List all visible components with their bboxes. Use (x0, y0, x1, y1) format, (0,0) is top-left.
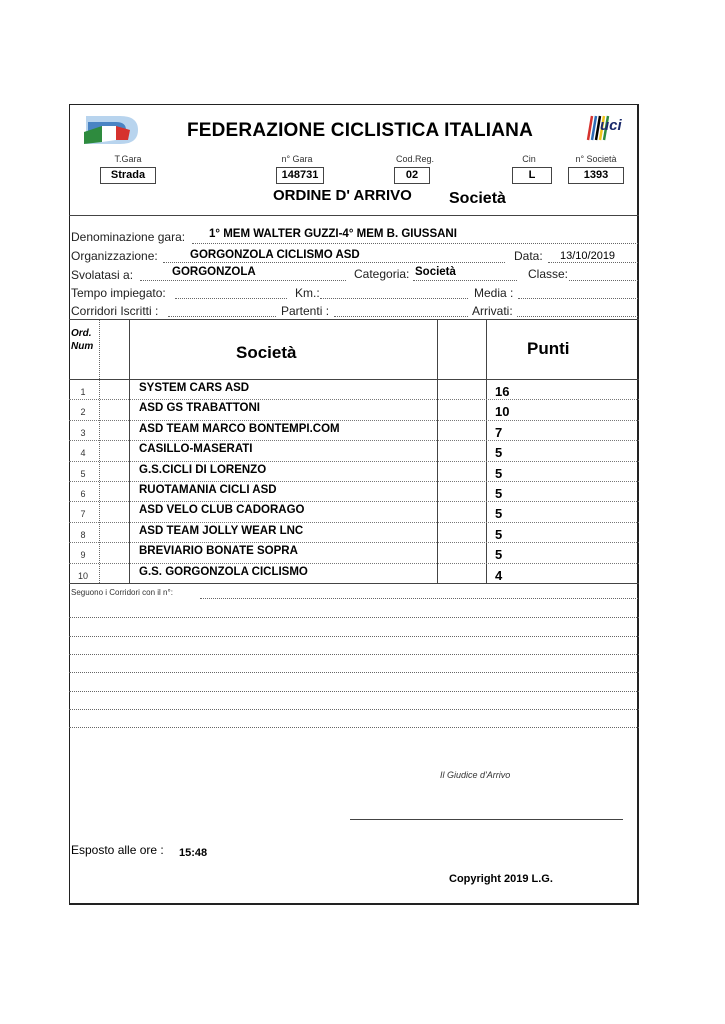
codreg-value: 02 (394, 167, 430, 184)
section-line (69, 215, 639, 216)
row-societa: ASD TEAM JOLLY WEAR LNC (139, 524, 304, 537)
categoria-line (413, 280, 517, 281)
blank-line (69, 691, 639, 692)
cin-value: L (512, 167, 552, 184)
ngara-value: 148731 (276, 167, 324, 184)
partenti-line (334, 316, 468, 317)
row-societa: BREVIARIO BONATE SOPRA (139, 545, 298, 558)
row-punti: 5 (495, 465, 503, 481)
blank-line (69, 727, 639, 728)
row-ord: 5 (80, 468, 86, 479)
row-ord: 9 (80, 550, 86, 561)
table-bottom-line (69, 583, 639, 584)
blank-line (69, 636, 639, 637)
km-label: Km.: (295, 286, 320, 300)
row-punti: 5 (495, 486, 503, 501)
arrivati-label: Arrivati: (472, 304, 513, 318)
row-punti: 5 (495, 445, 503, 461)
row-punti: 4 (495, 567, 503, 583)
cin-label: Cin (522, 154, 536, 164)
row-societa: G.S. GORGONZOLA CICLISMO (139, 565, 308, 578)
table-row (69, 543, 639, 563)
table-row (69, 502, 639, 522)
tempo-line (175, 298, 287, 299)
svolatasi-value: GORGONZOLA (172, 266, 256, 278)
row-ord: 6 (80, 489, 86, 499)
page-title: FEDERAZIONE CICLISTICA ITALIANA (186, 120, 534, 141)
table-row (69, 441, 639, 461)
copyright: Copyright 2019 L.G. (449, 873, 553, 885)
row-punti: 5 (495, 547, 503, 563)
organizzazione-label: Organizzazione: (71, 249, 158, 263)
row-ord: 2 (80, 407, 86, 418)
partenti-label: Partenti : (281, 304, 330, 318)
blank-line (69, 617, 639, 618)
row-punti: 10 (495, 404, 510, 420)
row-societa: CASILLO-MASERATI (139, 443, 253, 456)
fci-logo (80, 112, 142, 148)
classe-line (569, 280, 638, 281)
categoria-value: Società (415, 266, 456, 278)
row-ord: 7 (80, 509, 86, 520)
tgara-value: Strada (100, 167, 156, 184)
table-row (69, 482, 639, 502)
row-societa: RUOTAMANIA CICLI ASD (139, 484, 277, 496)
row-ord: 4 (80, 448, 86, 459)
subtitle-societa: Società (449, 190, 506, 207)
row-societa: G.S.CICLI DI LORENZO (139, 463, 267, 476)
data-line (548, 262, 638, 263)
codreg-label: Cod.Reg. (395, 154, 435, 164)
data-label: Data: (514, 249, 543, 263)
uci-logo-text: uci (600, 117, 622, 134)
denominazione-value: 1° MEM WALTER GUZZI-4° MEM B. GIUSSANI (209, 228, 457, 240)
organizzazione-line (163, 262, 505, 263)
table-row (69, 523, 639, 543)
row-ord: 1 (80, 387, 86, 397)
denominazione-line (192, 243, 638, 244)
signature-line (350, 819, 623, 820)
corridori-line (168, 316, 276, 317)
seguono-label: Seguono i Corridori con il n°: (71, 588, 173, 597)
table-top-line (69, 319, 639, 320)
blank-line (69, 672, 639, 673)
row-societa: ASD VELO CLUB CADORAGO (139, 504, 305, 517)
table-row (69, 462, 639, 482)
row-punti: 5 (495, 506, 503, 522)
table-row (69, 380, 639, 400)
ngara-label: n° Gara (281, 154, 313, 164)
tgara-label: T.Gara (114, 154, 142, 164)
societa-header: Società (236, 343, 297, 362)
km-line (320, 298, 468, 299)
row-punti: 5 (495, 526, 503, 542)
table-row (69, 421, 639, 441)
esposto-label: Esposto alle ore : (71, 843, 164, 857)
organizzazione-value: GORGONZOLA CICLISMO ASD (190, 249, 360, 261)
svolatasi-line (140, 280, 346, 281)
data-value: 13/10/2019 (560, 250, 616, 262)
giudice-label: Il Giudice d'Arrivo (440, 770, 511, 780)
row-punti: 7 (495, 424, 503, 440)
categoria-label: Categoria: (354, 267, 410, 281)
punti-header: Punti (527, 339, 570, 358)
denominazione-label: Denominazione gara: (71, 230, 186, 244)
media-label: Media : (474, 286, 514, 300)
row-ord: 8 (80, 529, 86, 540)
corridori-label: Corridori Iscritti : (71, 304, 159, 318)
row-ord: 3 (80, 427, 86, 438)
row-ord: 10 (77, 570, 88, 581)
esposto-value: 15:48 (179, 847, 208, 859)
ord-header: Ord. (71, 328, 92, 339)
table-row (69, 400, 639, 420)
row-societa: ASD TEAM MARCO BONTEMPI.COM (139, 422, 340, 435)
row-societa: SYSTEM CARS ASD (139, 382, 250, 394)
tempo-label: Tempo impiegato: (71, 286, 166, 300)
blank-line (69, 654, 639, 655)
num-header: Num (71, 341, 94, 352)
svolatasi-label: Svolatasi a: (71, 268, 134, 282)
uci-logo (582, 110, 632, 146)
classe-label: Classe: (528, 267, 569, 281)
arrivati-line (517, 316, 638, 317)
row-punti: 16 (495, 384, 510, 399)
subtitle-ordine: ORDINE D' ARRIVO (273, 187, 412, 204)
nsocieta-value: 1393 (568, 167, 624, 184)
nsocieta-label: n° Società (575, 154, 617, 164)
seguono-line (200, 598, 638, 599)
blank-line (69, 709, 639, 710)
row-societa: ASD GS TRABATTONI (139, 402, 260, 415)
table-row (69, 564, 639, 584)
media-line (518, 298, 638, 299)
